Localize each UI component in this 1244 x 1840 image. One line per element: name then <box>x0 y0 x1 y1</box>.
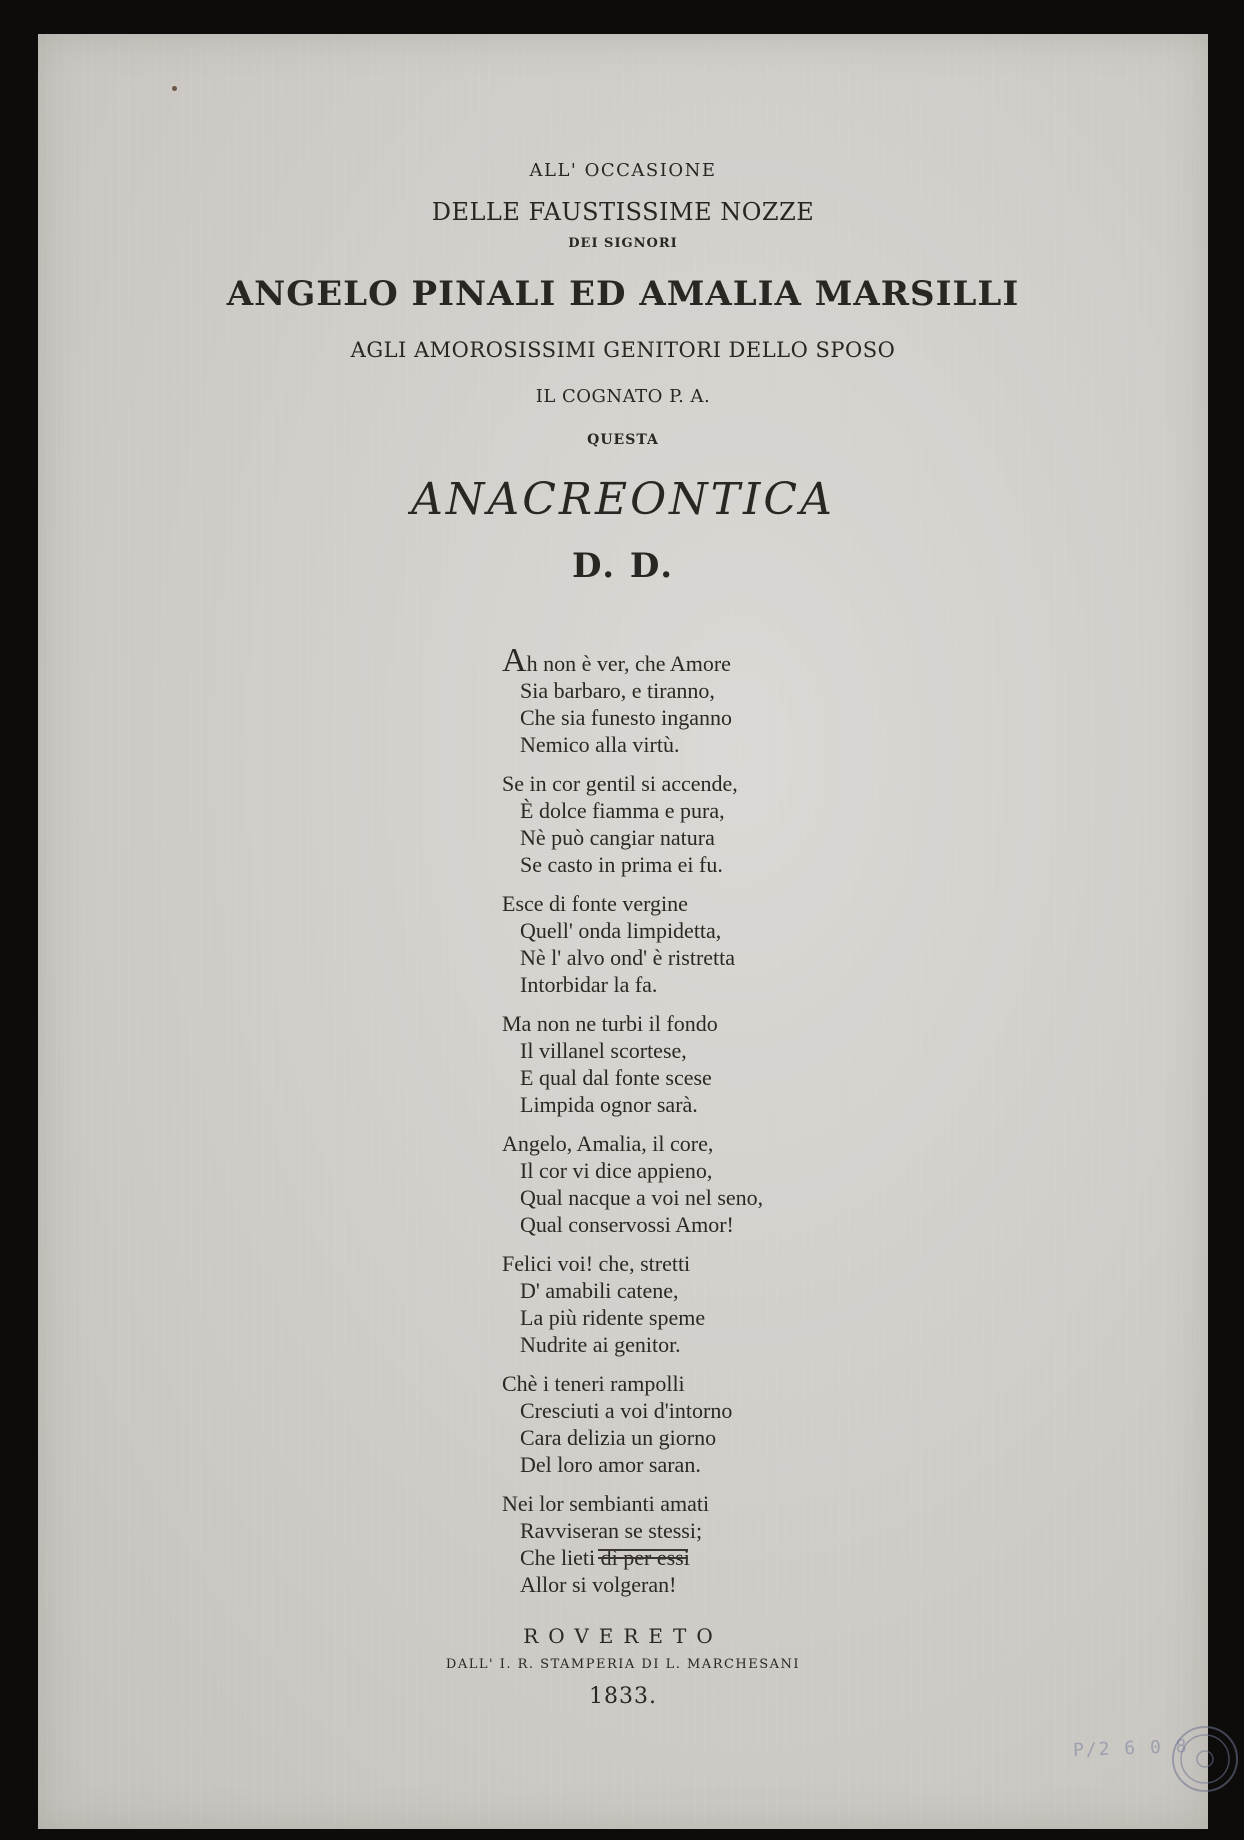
poem-verse <box>502 1250 922 1277</box>
heading-cognato: IL COGNATO P. A. <box>535 386 711 407</box>
poem-verse-text: Nè l' alvo ond' è ristretta <box>520 945 736 970</box>
poem-verse-text: Del loro amor saran. <box>520 1452 701 1477</box>
imprint-place: ROVERETO <box>523 1624 723 1648</box>
poem-verse-text: Che lieti dì per essi <box>520 1545 690 1570</box>
poem-verse <box>502 1277 922 1304</box>
poem-verse-text: Chè i teneri rampolli <box>502 1371 685 1396</box>
poem-verse <box>502 1370 922 1397</box>
poem-verse-text: Il cor vi dice appieno, <box>520 1158 713 1183</box>
poem-verse <box>502 1517 922 1544</box>
imprint-printer: DALL' I. R. STAMPERIA DI L. MARCHESANI <box>445 1657 801 1672</box>
poem-verse-text: Ma non ne turbi il fondo <box>502 1011 718 1036</box>
poem-verse-text: La più ridente speme <box>520 1305 706 1330</box>
shelfmark-label: P/2 6 0 8 <box>1072 1735 1189 1762</box>
poem-verse <box>502 1424 922 1451</box>
poem-stanza <box>502 642 922 758</box>
imprint-year: 1833. <box>589 1684 657 1709</box>
poem-verse <box>502 1184 922 1211</box>
poem-verse <box>502 1130 922 1157</box>
poem-verse-text: Nemico alla virtù. <box>520 732 680 757</box>
poem-verse-text: Intorbidar la fa. <box>520 972 658 997</box>
poem-verse-text: Quell' onda limpidetta, <box>520 918 722 943</box>
poem-verse <box>502 1037 922 1064</box>
poem-verse <box>502 1571 922 1598</box>
poem-verse <box>502 642 922 679</box>
poem-verse-text: Il villanel scortese, <box>520 1038 687 1063</box>
poem-verse <box>502 890 922 917</box>
poem-stanza <box>502 770 922 878</box>
poem-verse <box>502 1064 922 1091</box>
poem-verse <box>502 770 922 797</box>
library-seal-icon <box>1170 1724 1240 1794</box>
pinhole-mark <box>172 86 177 91</box>
heading-questa: QUESTA <box>587 432 659 448</box>
heading-couple-names: ANGELO PINALI ED AMALIA MARSILLI <box>226 274 1020 314</box>
heading-signori: DEI SIGNORI <box>568 236 678 251</box>
poem-stanza <box>502 1010 922 1118</box>
poem-verse-text: È dolce fiamma e pura, <box>520 798 725 823</box>
poem-verse-text: Esce di fonte vergine <box>502 891 688 916</box>
poem-verse-text: Limpida ognor sarà. <box>520 1092 698 1117</box>
poem-verse-text: Qual nacque a voi nel seno, <box>520 1185 764 1210</box>
poem-verse <box>502 851 922 878</box>
poem-verse-text: Nei lor sembianti amati <box>502 1491 710 1516</box>
poem-verse <box>502 1211 922 1238</box>
poem-verse-text: D' amabili catene, <box>520 1278 679 1303</box>
poem-verse <box>502 917 922 944</box>
poem-verse <box>502 1397 922 1424</box>
poem-verse <box>502 1490 922 1517</box>
poem-stanza <box>502 890 922 998</box>
poem-verse <box>502 1544 922 1571</box>
poem-verse <box>502 704 922 731</box>
poem-verse <box>502 677 922 704</box>
poem-verse-text: Felici voi! che, stretti <box>502 1251 691 1276</box>
poem-verse-text: Che sia funesto inganno <box>520 705 733 730</box>
poem-verse <box>502 824 922 851</box>
poem-verse-text: h non è ver, che Amore <box>526 651 731 676</box>
poem-verse-text: Se in cor gentil si accende, <box>502 771 738 796</box>
poem-verse-text: Angelo, Amalia, il core, <box>502 1131 714 1156</box>
poem-verse-text: Qual conservossi Amor! <box>520 1212 734 1237</box>
poem-verse-text: E qual dal fonte scese <box>520 1065 712 1090</box>
poem-stanza <box>502 1490 922 1598</box>
heading-nozze: DELLE FAUSTISSIME NOZZE <box>431 198 815 226</box>
poem-verse <box>502 731 922 758</box>
double-rule-divider <box>598 1549 688 1559</box>
heading-occasione: ALL' OCCASIONE <box>529 160 717 181</box>
poem-title: ANACREONTICA <box>411 474 835 525</box>
poem-verse <box>502 1451 922 1478</box>
poem-verse-text: Se casto in prima ei fu. <box>520 852 723 877</box>
poem-verse-text: Nudrite ai genitor. <box>520 1332 681 1357</box>
poem-verse <box>502 1091 922 1118</box>
poem-verse <box>502 1157 922 1184</box>
poem-verse-text: Nè può cangiar natura <box>520 825 715 850</box>
dedication-mark: D. D. <box>571 546 675 586</box>
poem-verse <box>502 944 922 971</box>
poem-verse <box>502 1010 922 1037</box>
poem-stanza <box>502 1370 922 1478</box>
document-sheet <box>38 34 1208 1829</box>
poem-verse <box>502 1304 922 1331</box>
poem-verse <box>502 1331 922 1358</box>
poem-verse <box>502 797 922 824</box>
poem-body <box>502 642 922 1610</box>
poem-verse-text: Sia barbaro, e tiranno, <box>520 678 715 703</box>
poem-drop-cap: A <box>502 642 527 679</box>
poem-verse <box>502 971 922 998</box>
poem-verse-text: Allor si volgeran! <box>520 1572 677 1597</box>
poem-verse-text: Cresciuti a voi d'intorno <box>520 1398 733 1423</box>
poem-stanza <box>502 1250 922 1358</box>
heading-genitori: AGLI AMOROSISSIMI GENITORI DELLO SPOSO <box>350 338 896 362</box>
poem-stanza <box>502 1130 922 1238</box>
poem-verse-text: Cara delizia un giorno <box>520 1425 717 1450</box>
poem-verse-text: Ravviseran se stessi; <box>520 1518 703 1543</box>
